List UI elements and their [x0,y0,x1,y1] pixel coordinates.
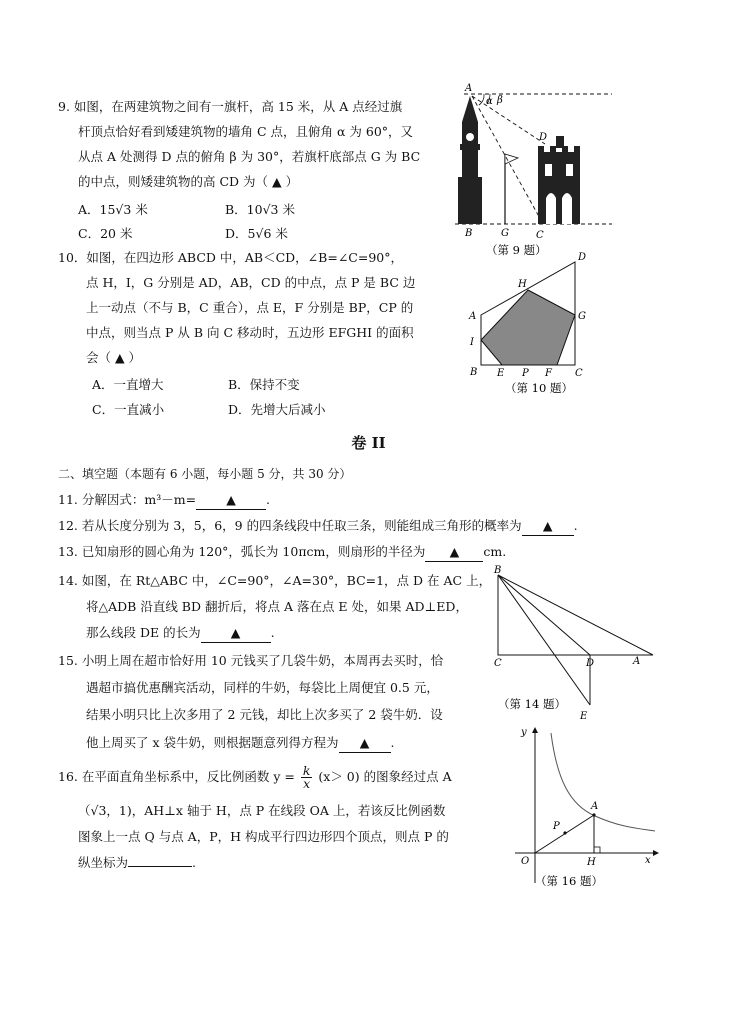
q10-caption: （第 10 题） [505,381,573,395]
q9-option-a: A．15√3 米 [78,202,148,217]
q16-line-1-pre: 16. 在平面直角坐标系中，反比例函数 y = [58,769,295,784]
q16-label-x: x [645,855,651,866]
q15-line-1: 15. 小明上周在超市恰好用 10 元钱买了几袋牛奶，本周再去买时，恰 [58,653,444,668]
q16-label-p: P [553,821,560,832]
q14-blank[interactable]: ▲ [201,623,271,643]
q15-tail: . [390,735,395,750]
q16-label-y: y [521,727,527,738]
q11-text: 11. 分解因式：m³－m= [58,492,197,507]
q15-blank[interactable]: ▲ [339,733,391,753]
q9-label-d: D [539,132,548,143]
q16-frac-den: x [303,776,311,791]
q9-figure [450,82,620,262]
q10-label-a: A [469,311,477,322]
q14-tail: . [270,625,275,640]
q16-line-1-post: (x＞ 0) 的图象经过点 A [318,769,452,784]
q16-fraction [301,765,313,790]
q16-frac-num: k [302,763,311,778]
q12-blank[interactable]: ▲ [522,516,574,536]
q14-line-3 [86,623,275,643]
q9-option-b: B．10√3 米 [225,202,295,217]
q15-line-4 [86,733,394,753]
q9-option-c: C．20 米 [78,226,133,241]
q15-line-2: 遇超市搞优惠酬宾活动，同样的牛奶，每袋比上周便宜 0.5 元， [86,680,439,695]
q10-label-f: F [545,368,552,379]
q9-line-2: 杆顶点恰好看到矮建筑物的墙角 C 点，且俯角 α 为 60°，又 [78,124,414,139]
q10-option-d: D．先增大后减小 [228,402,326,417]
q10-option-a: A．一直增大 [92,377,164,392]
q9-option-d: D．5√6 米 [225,226,288,241]
q16-line-2: （√3，1)，AH⊥x 轴于 H，点 P 在线段 OA 上，若该反比例函数 [78,803,446,818]
q12-text: 12. 若从长度分别为 3，5，6，9 的四条线段中任取三条，则能组成三角形的概率为 [58,518,522,533]
q10-option-c: C．一直减小 [92,402,165,417]
section-heading: 二、填空题（本题有 6 小题，每小题 5 分，共 30 分） [58,467,352,481]
q14-caption: （第 14 题） [498,697,566,711]
q10-label-i: I [470,337,474,348]
q16-tail: . [192,855,196,870]
q10-label-p: P [522,368,529,379]
q16-blank[interactable] [128,866,192,867]
q12 [58,516,578,536]
q9-label-alpha: α [486,96,493,107]
q16-line-4-text: 纵坐标为 [78,855,129,870]
q16-line-4 [78,853,196,872]
q11 [58,490,270,510]
q10-option-b: B．保持不变 [228,377,300,392]
q14-label-e: E [580,711,588,722]
q14-line-1: 14. 如图，在 Rt△ABC 中，∠C=90°，∠A=30°，BC=1，点 D 在 AC 上， [58,573,492,588]
q11-blank[interactable]: ▲ [196,490,266,510]
q14-figure [488,565,658,725]
q16-caption: （第 16 题） [535,874,603,888]
q15-line-3: 结果小明只比上次多用了 2 元钱，却比上次多买了 2 袋牛奶．设 [86,707,443,722]
q10-label-d: D [578,252,587,263]
q9-line-1: 9. 如图，在两建筑物之间有一旗杆，高 15 米，从 A 点经过旗 [58,99,403,114]
section-title: 卷 II [351,434,386,452]
q12-tail: . [573,518,578,533]
q16-figure [505,725,665,890]
q10-line-1: 10．如图，在四边形 ABCD 中，AB＜CD，∠B=∠C=90°， [58,250,403,265]
q9-label-beta: β [497,95,503,106]
q10-label-e: E [497,368,505,379]
q14-label-c: C [494,658,502,669]
q9-label-a: A [465,83,473,94]
q14-line-2: 将△ADB 沿直线 BD 翻折后，将点 A 落在点 E 处，如果 AD⊥ED， [86,599,468,614]
q15-line-4-text: 他上周买了 x 袋牛奶，则根据题意列得方程为 [86,735,339,750]
q14-label-b: B [494,565,502,576]
q10-figure [465,250,595,400]
q16-line-3: 图象上一点 Q 与点 A，P，H 构成平行四边形四个顶点，则点 P 的 [78,829,449,844]
q13-tail: cm. [483,544,507,559]
q13-text: 13. 已知扇形的圆心角为 120°，弧长为 10πcm，则扇形的半径为 [58,544,426,559]
q9-label-c: C [536,230,544,241]
q14-line-3-text: 那么线段 DE 的长为 [86,625,201,640]
q14-label-a: A [633,656,641,667]
q16-label-a: A [591,801,599,812]
q10-line-4: 中点，则当点 P 从 B 向 C 移动时，五边形 EFGHI 的面积 [86,325,414,340]
q10-label-g: G [578,311,586,322]
q9-label-g: G [501,228,509,239]
q11-tail: . [266,492,271,507]
q10-label-c: C [575,368,583,379]
q13 [58,542,506,562]
q9-label-b: B [465,228,473,239]
tall-tower-graphic [458,96,482,224]
q16-label-o: O [521,856,530,867]
q9-caption: （第 9 题） [486,243,547,257]
q10-line-2: 点 H，I，G 分别是 AD，AB，CD 的中点，点 P 是 BC 边 [86,275,416,290]
q9-line-3: 从点 A 处测得 D 点的俯角 β 为 30°，若旗杆底部点 G 为 BC [78,149,421,164]
q13-blank[interactable]: ▲ [425,542,483,562]
q10-label-h: H [518,279,527,290]
castle-graphic [538,136,580,224]
q16-line-1 [58,765,452,790]
q9-line-4: 的中点，则矮建筑物的高 CD 为（ ▲ ） [78,174,299,189]
q14-label-d: D [586,658,595,669]
q10-line-5: 会（ ▲ ） [86,350,142,365]
q10-line-3: 上一动点（不与 B，C 重合），点 E，F 分别是 BP，CP 的 [86,300,414,315]
q16-label-h: H [587,857,596,868]
q10-label-b: B [470,367,478,378]
